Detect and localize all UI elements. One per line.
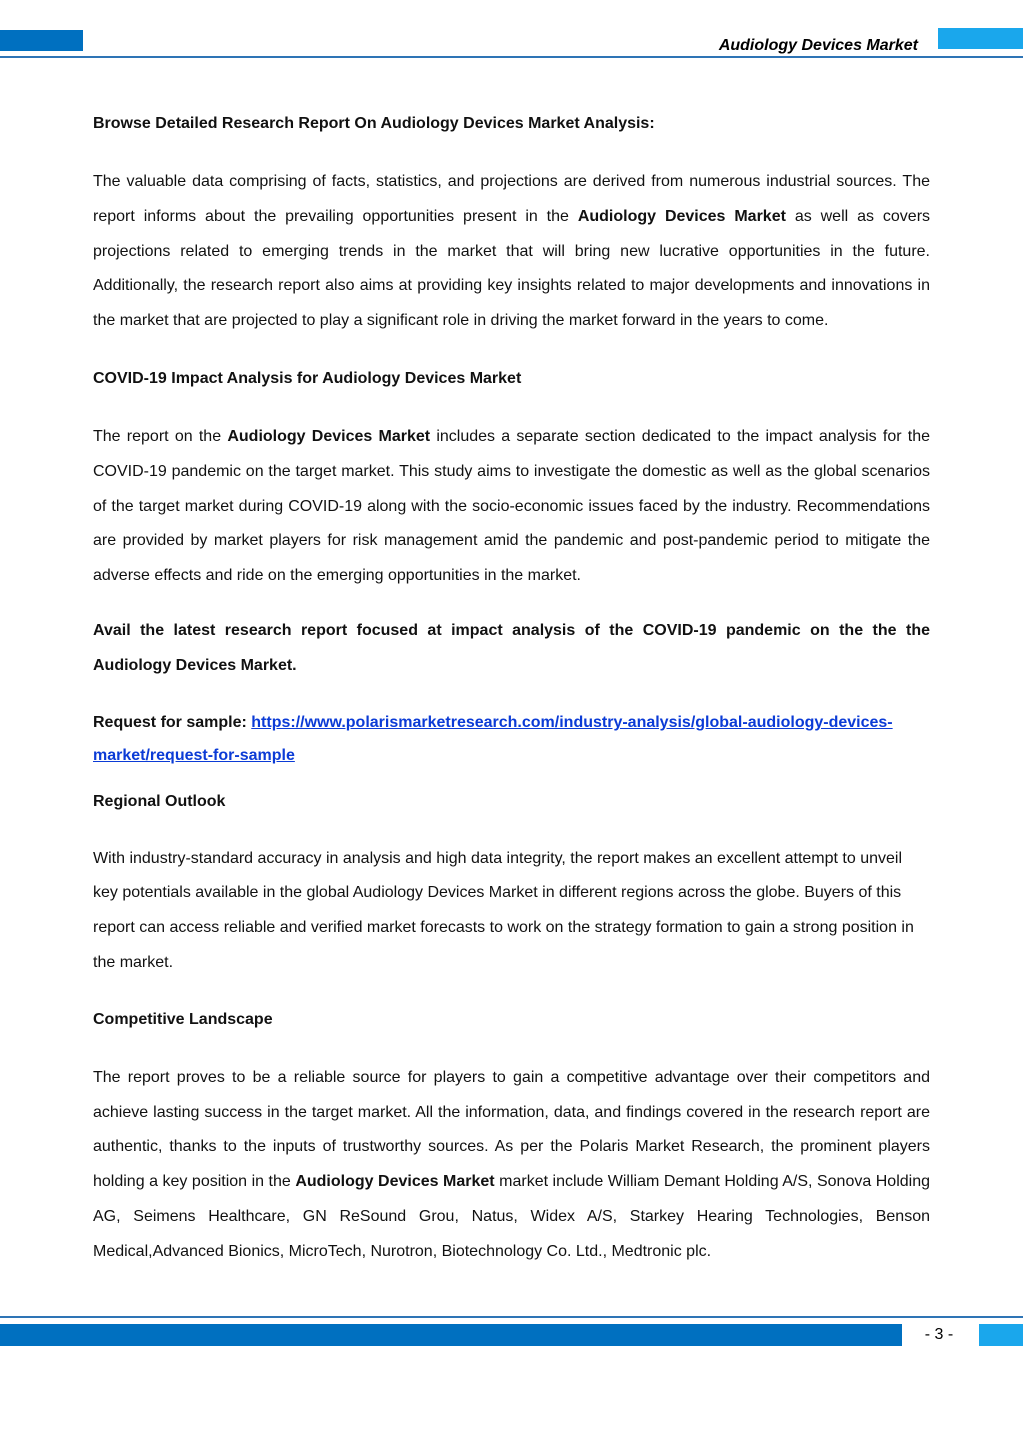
request-sample-link[interactable]: https://www.polarismarketresearch.com/industry-analysis/global-audiology-devices-market/request-for-sample	[93, 713, 893, 764]
paragraph-competitive	[93, 1061, 930, 1270]
competitive-text-c: market include William Demant Holding A/S, Sonova Holding AG, Seimens Healthcare, GN ReSound Grou, Natus, Widex A/S, Starkey Hearing Technologies, Benson Medical,Advanced Bionics, MicroTech, Nurotron, Biotechnology Co. Ltd., Medtronic plc.	[93, 1173, 931, 1260]
covid-heading: COVID-19 Impact Analysis for Audiology Devices Market	[93, 369, 522, 387]
paragraph-intro	[93, 165, 930, 339]
footer-bar	[0, 1324, 902, 1346]
regional-heading: Regional Outlook	[93, 792, 226, 810]
header-accent-right	[938, 28, 1023, 49]
intro-market-name: Audiology Devices Market	[577, 207, 786, 225]
footer-rule	[0, 1316, 1023, 1318]
covid-text-c: includes a separate section dedicated to the impact analysis for the COVID-19 pandemic on the target market. This study aims to investigate the domestic as well as the global scenarios of the target market during COVID-19 along with the socio-economic issues faced by the industry. Recommendations are provided by market players for risk management amid the pandemic and post-pandemic period to mitigate the adverse effects and ride on the emerging opportunities in the market.	[93, 427, 931, 585]
header-title: Audiology Devices Market	[718, 37, 918, 54]
header-accent-left	[0, 30, 83, 51]
competitive-heading: Competitive Landscape	[93, 1010, 273, 1028]
request-label: Request for sample:	[93, 713, 252, 731]
request-sample	[93, 706, 930, 772]
paragraph-covid	[93, 420, 930, 594]
document-body	[93, 113, 930, 1270]
covid-text-a: The report on the	[93, 427, 228, 445]
intro-text-a: The valuable data comprising of facts, statistics, and projections are derived from numerous industrial sources. The report informs about the prevailing opportunities present in the	[93, 173, 930, 225]
paragraph-regional: With industry-standard accuracy in analysis and high data integrity, the report makes an excellent attempt to unveil key potentials available in the global Audiology Devices Market in different regions across the globe. Buyers of this report can access reliable and verified market forecasts to work on the strategy formation to gain a strong position in the market.	[93, 849, 914, 971]
intro-text-c: as well as covers projections related to emerging trends in the market that will bring new lucrative opportunities in the future. Additionally, the research report also aims at providing key insights related to major developments and innovations in the market that are projected to play a significant role in driving the market forward in the years to come.	[93, 207, 931, 330]
avail-statement: Avail the latest research report focused at impact analysis of the COVID-19 pandemic on the the the Audiology Devices Market.	[93, 621, 930, 674]
competitive-text-a: The report proves to be a reliable source for players to gain a competitive advantage over their competitors and achieve lasting success in the target market. All the information, data, and findings covered in the research report are authentic, thanks to the inputs of trustworthy sources. As per the Polaris Market Research, the prominent players holding a key position in the	[93, 1068, 930, 1191]
competitive-market-name: Audiology Devices Market	[295, 1173, 495, 1191]
page-number: - 3 -	[924, 1326, 954, 1343]
footer-accent-right	[979, 1324, 1023, 1346]
browse-heading: Browse Detailed Research Report On Audiology Devices Market Analysis:	[93, 115, 655, 132]
header-rule	[0, 56, 1023, 58]
covid-market-name: Audiology Devices Market	[227, 427, 431, 445]
